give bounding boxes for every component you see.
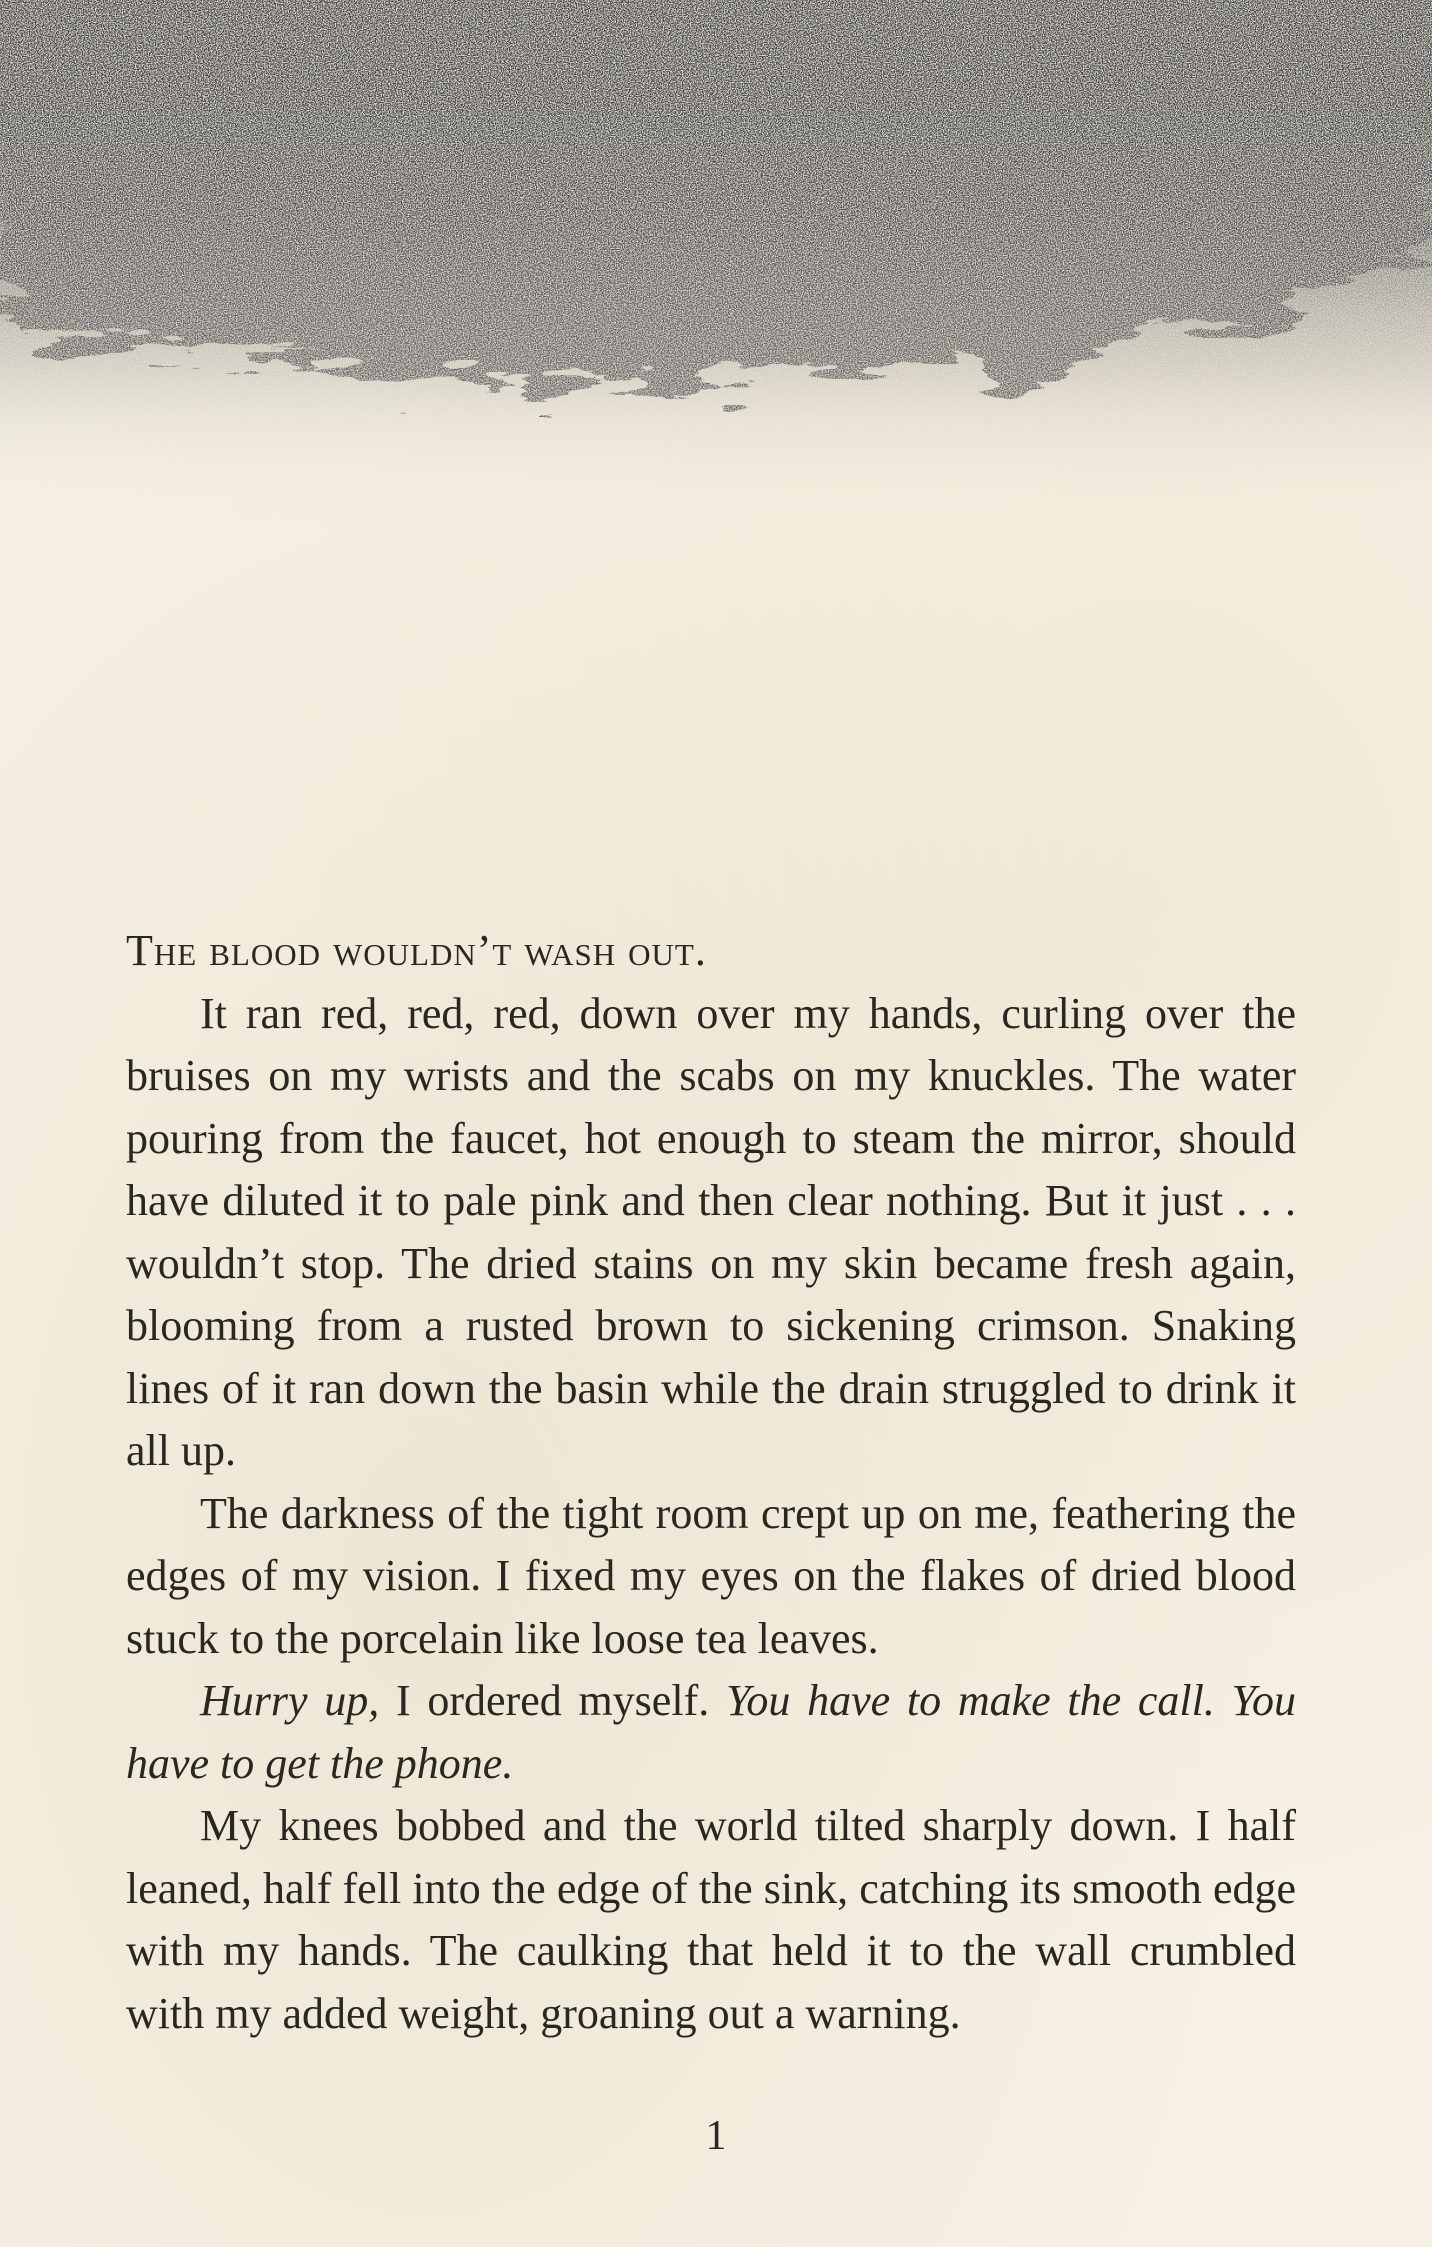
grunge-ink-texture (0, 0, 1432, 700)
paragraph-2: The darkness of the tight room crept up on me, feathering the edges of my vision. I fixed my eyes on the flakes of dried blood stuck to the porcelain like loose tea leaves. (126, 1488, 1296, 1663)
chapter-text (126, 920, 1296, 2045)
page-number: 1 (705, 2113, 727, 2159)
grunge-ink-header (0, 0, 1432, 700)
paragraph-3-italic-a: Hurry up, (200, 1676, 380, 1725)
paragraph-1: It ran red, red, red, down over my hands, curling over the bruises on my wrists and the scabs on my knuckles. The water pouring from the faucet, hot enough to steam the mirror, should have diluted it to pale pink and then clear nothing. But it just . . . wouldn’t stop. The dried stains on my skin became fresh again, blooming from a rusted brown to sickening crimson. Snaking lines of it ran down the basin while the drain struggled to drink it all up. (126, 988, 1296, 1475)
paragraph-3-italic-b: You have to make the call. You have to get the phone. (126, 1676, 1296, 1788)
paragraph-4: My knees bobbed and the world tilted sharply down. I half leaned, half fell into the edge of the sink, catching its smooth edge with my hands. The caulking that held it to the wall crumbled with my added weight, groaning out a warning. (126, 1801, 1296, 2038)
chapter-opening-heading: The blood wouldn’t wash out. (126, 926, 707, 975)
paragraph-3-plain: I ordered myself. (379, 1676, 726, 1725)
paragraph-3 (126, 1670, 1296, 1795)
